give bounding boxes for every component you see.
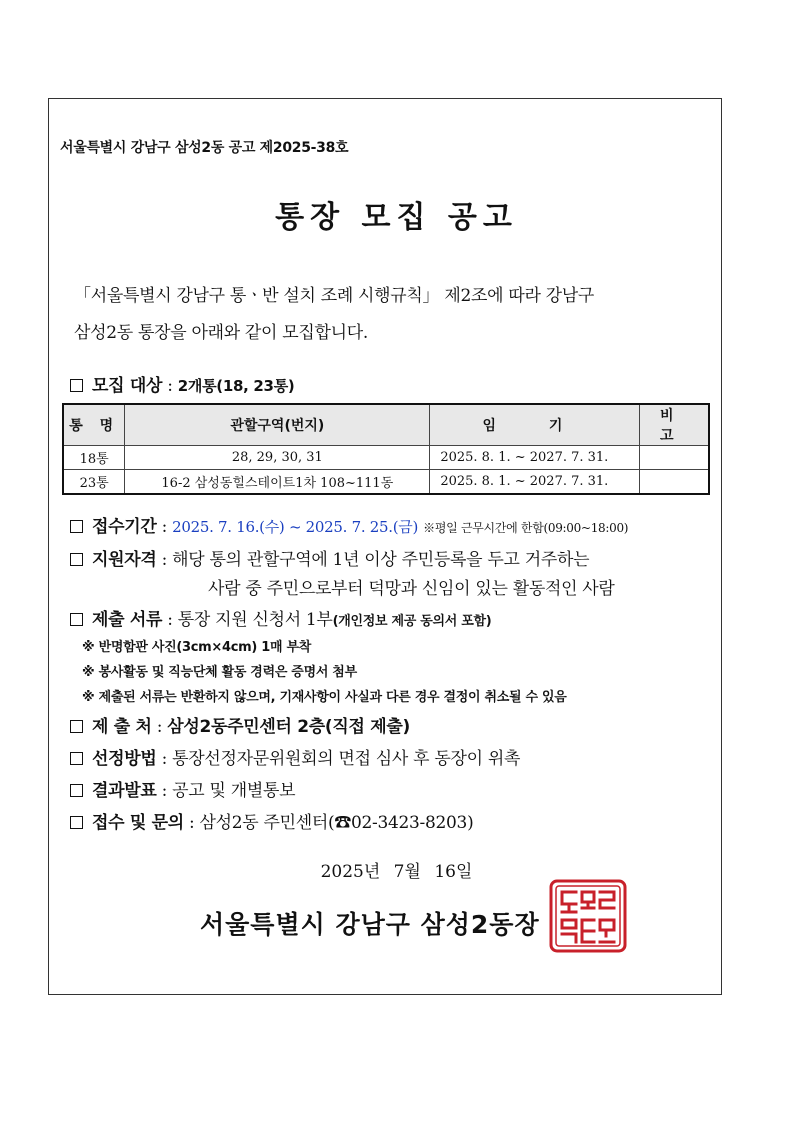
checkbox-icon [70,379,83,392]
table-cell: 16-2 삼성동힐스테이트1차 108~111동 [125,470,430,495]
table-row [63,470,709,495]
intro-line-1: 「서울특별시 강남구 통ㆍ반 설치 조례 시행규칙」 제2조에 따라 강남구 [74,286,595,306]
period-label: 접수기간 [92,517,157,537]
qualification-line-2: 사람 중 주민으로부터 덕망과 신임이 있는 활동적인 사람 [208,579,615,599]
checkbox-icon [70,816,83,829]
selection-label: 선정방법 [92,749,157,769]
signature-name: 서울특별시 강남구 삼성2동장 [200,910,540,939]
table-cell [639,446,709,470]
telephone-icon: ☎ [334,813,352,833]
table-header: 관할구역(번지) [125,404,430,446]
selection-value: 통장선정자문위원회의 면접 심사 후 동장이 위촉 [172,749,521,769]
result-label: 결과발표 [92,781,157,801]
documents-value: 통장 지원 신청서 1부 [177,610,333,630]
qualification-label: 지원자격 [92,550,157,570]
selection-section [70,744,520,769]
submit-section [70,712,410,737]
result-value: 공고 및 개별통보 [172,781,296,801]
district-table [62,403,710,495]
table-row [63,446,709,470]
table-cell [639,470,709,495]
checkbox-icon [70,784,83,797]
documents-sep: : [162,610,178,630]
table-header-row [63,404,709,446]
page-title: 통장 모집 공고 [275,200,518,235]
selection-sep: : [156,749,173,769]
contact-phone: 02-3423-8203) [351,813,474,833]
documents-value-bold: (개인정보 제공 동의서 포함) [332,614,492,629]
table-cell: 28, 29, 30, 31 [125,446,430,470]
checkbox-icon [70,720,83,733]
recruit-label: 모집 대상 [92,376,163,396]
issue-date: 2025년 7월 16일 [320,862,473,882]
period-note: ※평일 근무시간에 한함(09:00~18:00) [423,521,629,535]
qualification-sep: : [156,550,173,570]
contact-section [70,808,473,833]
documents-note-3: ※ 제출된 서류는 반환하지 않으며, 기재사항이 사실과 다른 경우 결정이 취소될 수 있음 [82,690,567,705]
documents-section [70,605,491,630]
intro-line-2: 삼성2동 통장을 아래와 같이 모집합니다. [74,323,368,343]
checkbox-icon [70,553,83,566]
contact-label: 접수 및 문의 [92,813,184,833]
contact-sep: : [183,813,200,833]
checkbox-icon [70,613,83,626]
recruit-value: 2개통(18, 23통) [177,377,295,395]
checkbox-icon [70,520,83,533]
submit-value: 삼성2동주민센터 2층(직접 제출) [167,717,410,737]
checkbox-icon [70,752,83,765]
period-sep: : [156,517,173,537]
documents-label: 제출 서류 [92,610,163,630]
qualification-section [70,545,589,570]
table-header: 통 명 [63,404,125,446]
table-cell: 2025. 8. 1. ~ 2027. 7. 31. [430,446,639,470]
table-cell: 23통 [63,470,125,495]
recruit-section [70,371,294,396]
contact-value: 삼성2동 주민센터( [199,813,335,833]
result-section [70,776,295,801]
submit-label: 제 출 처 [92,717,152,737]
official-seal-icon [548,878,628,954]
qualification-line-1: 해당 통의 관할구역에 1년 이상 주민등록을 두고 거주하는 [172,550,590,570]
table-cell: 18통 [63,446,125,470]
submit-sep: : [151,717,168,737]
period-value: 2025. 7. 16.(수) ~ 2025. 7. 25.(금) [172,518,419,536]
documents-note-2: ※ 봉사활동 및 직능단체 활동 경력은 증명서 첨부 [82,665,357,680]
recruit-sep: : [162,376,178,396]
table-header: 임 기 [430,404,639,446]
documents-note-1: ※ 반명함판 사진(3cm×4cm) 1매 부착 [82,640,311,655]
period-section [70,512,628,537]
result-sep: : [156,781,173,801]
table-header: 비 고 [639,404,709,446]
table-cell: 2025. 8. 1. ~ 2027. 7. 31. [430,470,639,495]
notice-number: 서울특별시 강남구 삼성2동 공고 제2025-38호 [60,140,349,156]
